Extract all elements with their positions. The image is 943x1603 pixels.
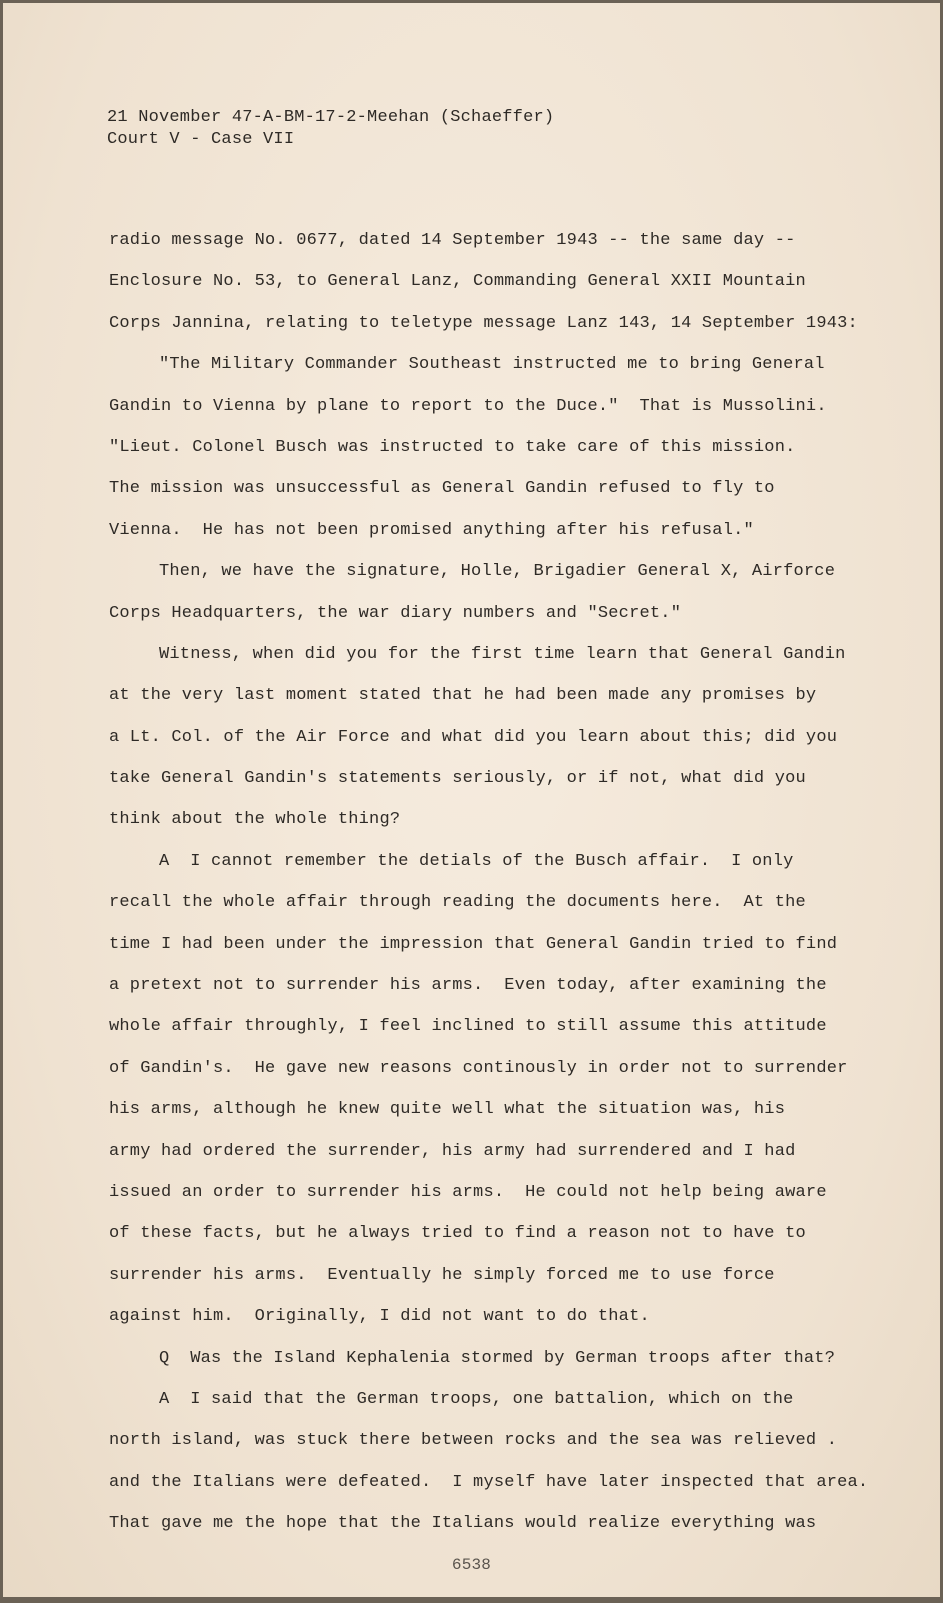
transcript-line: whole affair throughly, I feel inclined to still assume this attitude	[109, 1017, 827, 1037]
transcript-line: A I cannot remember the detials of the Busch affair. I only	[159, 851, 794, 871]
header-line-date-reference: 21 November 47-A-BM-17-2-Meehan (Schaeffer)	[107, 108, 555, 127]
transcript-line: time I had been under the impression that General Gandin tried to find	[109, 934, 838, 954]
transcript-line: his arms, although he knew quite well what the situation was, his	[109, 1100, 786, 1120]
transcript-line: against him. Originally, I did not want to do that.	[109, 1307, 650, 1327]
page-number: 6538	[451, 1556, 492, 1574]
transcript-line: Corps Jannina, relating to teletype message Lanz 143, 14 September 1943:	[109, 313, 858, 333]
transcript-line: "The Military Commander Southeast instructed me to bring General	[159, 355, 825, 375]
transcript-line: of these facts, but he always tried to find a reason not to have to	[109, 1224, 806, 1244]
transcript-line: The mission was unsuccessful as General Gandin refused to fly to	[109, 479, 775, 499]
transcript-line: That gave me the hope that the Italians would realize everything was	[109, 1514, 817, 1534]
transcript-line: a pretext not to surrender his arms. Even today, after examining the	[109, 976, 827, 996]
transcript-line: Witness, when did you for the first time learn that General Gandin	[159, 644, 846, 664]
transcript-line: Q Was the Island Kephalenia stormed by German troops after that?	[159, 1348, 836, 1368]
transcript-line: Corps Headquarters, the war diary numbers and "Secret."	[109, 603, 682, 623]
transcript-line: a Lt. Col. of the Air Force and what did you learn about this; did you	[109, 727, 838, 747]
transcript-line: surrender his arms. Eventually he simply forced me to use force	[109, 1265, 775, 1285]
transcript-line: army had ordered the surrender, his army had surrendered and I had	[109, 1141, 796, 1161]
transcript-line: issued an order to surrender his arms. He could not help being aware	[109, 1182, 827, 1202]
transcript-line: north island, was stuck there between rocks and the sea was relieved .	[109, 1431, 838, 1451]
transcript-line: at the very last moment stated that he had been made any promises by	[109, 686, 817, 706]
transcript-line: "Lieut. Colonel Busch was instructed to take care of this mission.	[109, 437, 796, 457]
transcript-line: of Gandin's. He gave new reasons continously in order not to surrender	[109, 1058, 848, 1078]
transcript-line: take General Gandin's statements seriously, or if not, what did you	[109, 769, 806, 789]
transcript-body	[109, 230, 869, 1555]
transcript-line: and the Italians were defeated. I myself have later inspected that area.	[109, 1472, 869, 1492]
document-page	[3, 3, 940, 1597]
transcript-line: recall the whole affair through reading the documents here. At the	[109, 893, 806, 913]
document-header	[107, 107, 554, 151]
transcript-line: Then, we have the signature, Holle, Brigadier General X, Airforce	[159, 562, 836, 582]
transcript-line: radio message No. 0677, dated 14 September 1943 -- the same day --	[109, 231, 796, 250]
transcript-line: Enclosure No. 53, to General Lanz, Commanding General XXII Mountain	[109, 272, 806, 292]
transcript-line: Vienna. He has not been promised anything after his refusal."	[109, 520, 754, 540]
transcript-line: A I said that the German troops, one battalion, which on the	[159, 1389, 794, 1409]
transcript-line: think about the whole thing?	[109, 810, 401, 830]
header-line-court-case: Court V - Case VII	[107, 130, 295, 149]
transcript-line: Gandin to Vienna by plane to report to the Duce." That is Mussolini.	[109, 396, 827, 416]
